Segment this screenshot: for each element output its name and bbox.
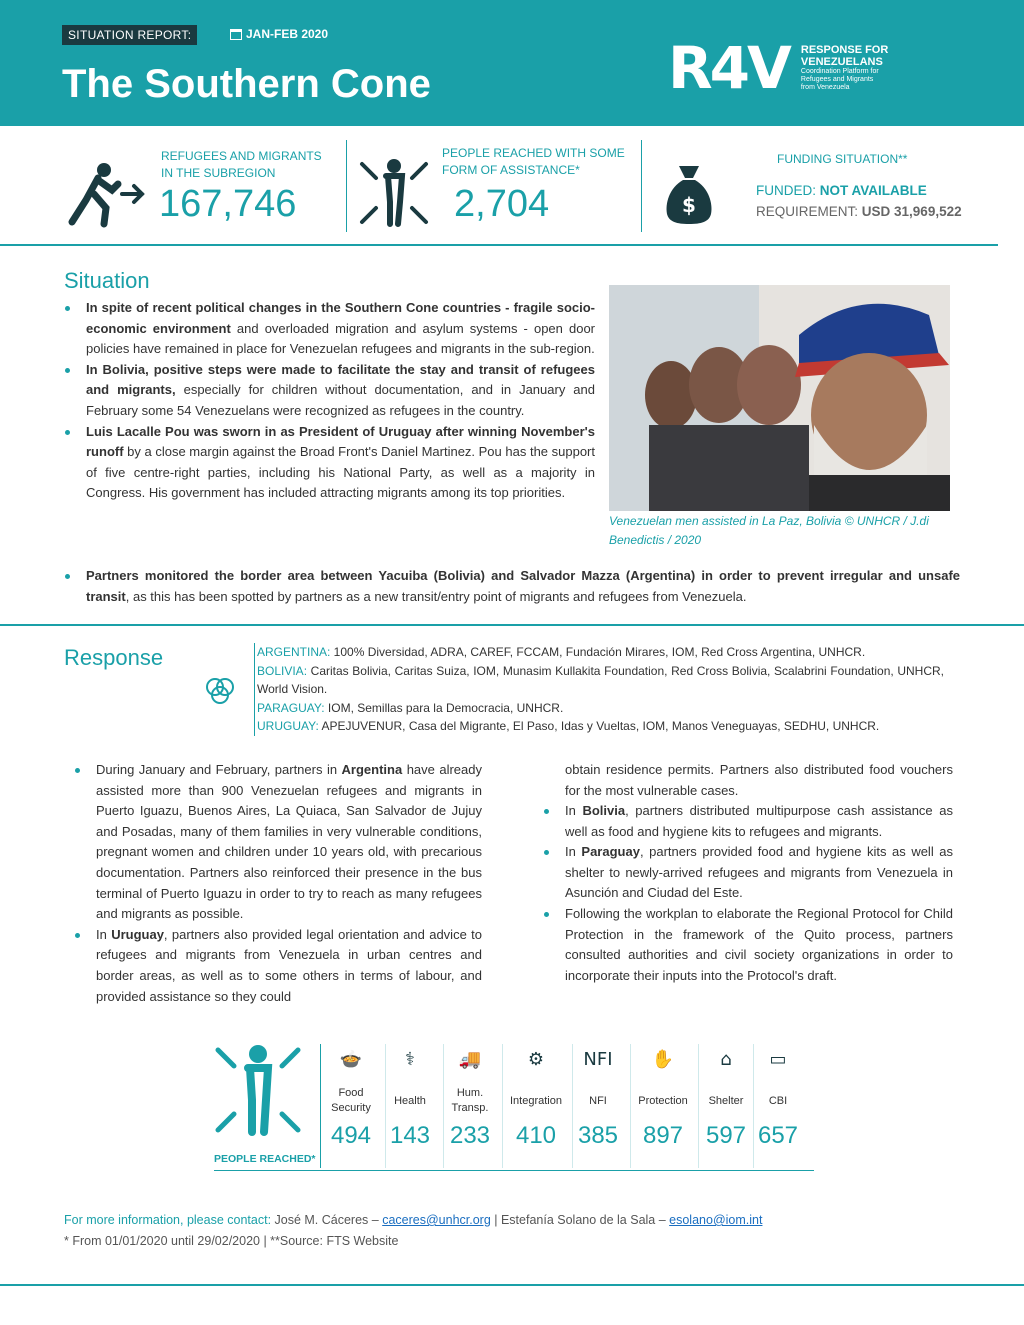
funding-details	[756, 180, 962, 222]
logo-line-1: RESPONSE FOR	[800, 44, 889, 56]
sector-integration	[505, 1040, 567, 1150]
reached-label: PEOPLE REACHED WITH SOME FORM OF ASSISTANCE*	[442, 146, 625, 177]
list-item: Luis Lacalle Pou was sworn in as President of Uruguay after winning November's runoff by a close margin against the Broad Front's Daniel Martinez. Pou has the support of five centre-right parties, including his National Party, as well as a majority in Congress. His government has included attracting migrants among its top priorities.	[62, 422, 595, 504]
sector-divider	[630, 1044, 631, 1168]
list-item: In Bolivia, partners distributed multipurpose cash assistance as well as food and hygiene kits to refugees and migrants.	[541, 801, 953, 842]
sector-hum-transp	[446, 1040, 494, 1150]
sector-health	[388, 1040, 432, 1150]
sector-divider	[385, 1044, 386, 1168]
logo-small-2: Refugees and Migrants	[800, 76, 874, 83]
sector-divider	[443, 1044, 444, 1168]
sector-value: 233	[449, 1122, 491, 1149]
cbi-icon: ▭	[769, 1049, 787, 1070]
situation-list	[62, 298, 595, 504]
response-list-left	[72, 760, 482, 1007]
report-tag: SITUATION REPORT:	[62, 25, 197, 45]
svg-text:$: $	[682, 193, 696, 217]
running-person-icon	[66, 160, 146, 228]
food-icon: 🍲	[339, 1049, 363, 1070]
list-item: In Uruguay, partners also provided legal orientation and advice to refugees and migrants from Venezuela in urban centres and border areas, as well as to some others in terms of labour, and provided assistance so they could	[72, 925, 482, 1007]
footer-rule	[0, 1284, 1024, 1286]
sector-protection	[633, 1040, 693, 1150]
sector-label: Shelter	[708, 1094, 744, 1107]
list-item: Following the workplan to elaborate the Regional Protocol for Child Protection in the framework of the Quito process, partners consulted authorities and civil society organizations in order to incorporate their inputs into the Protocol's draft.	[541, 904, 953, 986]
photo-caption: Venezuelan men assisted in La Paz, Bolivia © UNHCR / J.di Benedictis / 2020	[609, 514, 929, 547]
people-reached-label: PEOPLE REACHED*	[214, 1153, 316, 1165]
partners-bolivia: BOLIVIA: Caritas Bolivia, Caritas Suiza, IOM, Munasim Kullakita Foundation, Red Cross Bolivia, Scalabrini Foundation, UNHCR, World Vision.	[257, 663, 944, 696]
sector-value: 597	[705, 1122, 747, 1149]
integration-icon: ⚙	[527, 1049, 545, 1070]
email-link-caceres[interactable]: caceres@unhcr.org	[382, 1213, 491, 1227]
sector-label: Hum. Transp.	[451, 1087, 489, 1114]
sector-divider	[753, 1044, 754, 1168]
refugees-value: 167,746	[159, 183, 297, 225]
sector-label: Integration	[510, 1094, 562, 1107]
report-date-text: JAN-FEB 2020	[246, 27, 329, 41]
money-bag-icon	[665, 164, 713, 226]
logo-small-3: from Venezuela	[800, 84, 850, 91]
section-rule	[0, 624, 1024, 626]
header-banner	[0, 0, 1024, 126]
requirement-label: REQUIREMENT:	[756, 204, 859, 219]
sector-label: NFI	[589, 1094, 607, 1107]
situation-heading: Situation	[64, 268, 150, 293]
sector-divider	[572, 1044, 573, 1168]
logo-small-1: Coordination Platform for	[800, 68, 879, 75]
health-icon: ⚕	[405, 1049, 415, 1070]
funded-label: FUNDED:	[756, 183, 816, 198]
sector-nfi	[575, 1040, 621, 1150]
reached-value: 2,704	[454, 183, 550, 225]
requirement-value: USD 31,969,522	[861, 204, 962, 219]
sector-label: Food Security	[331, 1087, 371, 1114]
sector-food-security	[326, 1040, 376, 1150]
sector-value: 657	[757, 1122, 799, 1149]
list-item: During January and February, partners in Argentina have already assisted more than 900 Venezuelan refugees and migrants in Puerto Iguazu, Buenos Aires, La Quiaca, San Salvador de Jujuy and Posadas, many of them families in very vulnerable conditions, pregnant women and children under 10 years old, with precarious documentation. Partners also reinforced their presence in the bus terminal of Puerto Iguazu in order to try to reach as many refugees and migrants as possible.	[72, 760, 482, 925]
sector-divider	[320, 1044, 321, 1168]
sector-value: 494	[330, 1122, 372, 1149]
sector-label: CBI	[768, 1094, 788, 1107]
r4v-logo	[668, 34, 889, 102]
partners-paraguay: PARAGUAY: IOM, Semillas para la Democracia, UNHCR.	[257, 700, 564, 715]
contact-line: For more information, please contact: José M. Cáceres – caceres@unhcr.org | Estefanía Solano de la Sala – esolano@iom.int	[64, 1213, 763, 1227]
sector-value: 410	[515, 1122, 557, 1149]
logo-line-2: VENEZUELANS	[800, 56, 883, 68]
sector-divider	[698, 1044, 699, 1168]
partners-uruguay: URUGUAY: APEJUVENUR, Casa del Migrante, El Paso, Idas y Vueltas, IOM, Manos Veneguayas, SEDHU, UNHCR.	[257, 719, 880, 733]
nfi-icon: NFI	[583, 1049, 613, 1070]
page-title: The Southern Cone	[62, 62, 431, 106]
calendar-icon	[230, 29, 242, 40]
truck-icon: 🚚	[458, 1049, 482, 1070]
footnote: * From 01/01/2020 until 29/02/2020 | **Source: FTS Website	[64, 1234, 399, 1248]
list-item: Partners monitored the border area between Yacuiba (Bolivia) and Salvador Mazza (Argentina) in order to prevent irregular and unsafe transit, as this has been spotted by partners as a new transit/entry point of migrants and refugees from Venezuela.	[62, 566, 960, 607]
section-rule	[0, 244, 998, 246]
logo-mark: R4V	[668, 34, 789, 102]
sector-label: Health	[394, 1094, 426, 1107]
sector-label: Protection	[638, 1094, 688, 1107]
sector-value: 897	[642, 1122, 684, 1149]
list-item: In Bolivia, positive steps were made to facilitate the stay and transit of refugees and migrants, especially for children without documentation, and in January and February some 54 Venezuelans were recognized as refugees in the country.	[62, 360, 595, 422]
people-reached-large-icon	[212, 1044, 304, 1136]
funding-title: FUNDING SITUATION**	[777, 152, 908, 166]
sector-value: 385	[577, 1122, 619, 1149]
sector-value: 143	[389, 1122, 431, 1149]
kpi-divider	[346, 140, 347, 232]
protection-icon: ✋	[651, 1049, 675, 1070]
partners-list	[254, 643, 944, 736]
situation-list-wide	[62, 566, 960, 607]
logo-text	[801, 44, 888, 92]
sector-divider	[502, 1044, 503, 1168]
kpi-divider	[641, 140, 642, 232]
shelter-icon: ⌂	[720, 1049, 732, 1070]
partners-icon	[204, 676, 236, 706]
people-reached-icon	[356, 156, 432, 228]
funded-value: NOT AVAILABLE	[819, 183, 927, 198]
sector-shelter	[701, 1040, 751, 1150]
report-date	[230, 27, 328, 41]
response-continuation: obtain residence permits. Partners also distributed food vouchers for the most vulnerable cases.	[565, 762, 953, 798]
response-list-right	[541, 801, 953, 986]
list-item: In Paraguay, partners provided food and hygiene kits as well as shelter to newly-arrived refugees and migrants from Venezuela in Asunción and Ciudad del Este.	[541, 842, 953, 904]
sector-underline	[214, 1170, 814, 1171]
email-link-esolano[interactable]: esolano@iom.int	[669, 1213, 763, 1227]
response-heading: Response	[64, 645, 164, 670]
sector-cbi	[756, 1040, 800, 1150]
refugees-label: REFUGEES AND MIGRANTS IN THE SUBREGION	[161, 149, 322, 180]
footer	[64, 1210, 762, 1252]
venezuelan-men-photo	[609, 285, 950, 511]
partners-argentina: ARGENTINA: 100% Diversidad, ADRA, CAREF, FCCAM, Fundación Mirares, IOM, Red Cross Argentina, UNHCR.	[257, 645, 866, 659]
list-item: In spite of recent political changes in the Southern Cone countries - fragile socio-economic environment and overloaded migration and asylum systems - open door policies have remained in place for Venezuelan refugees and migrants in the sub-region.	[62, 298, 595, 360]
